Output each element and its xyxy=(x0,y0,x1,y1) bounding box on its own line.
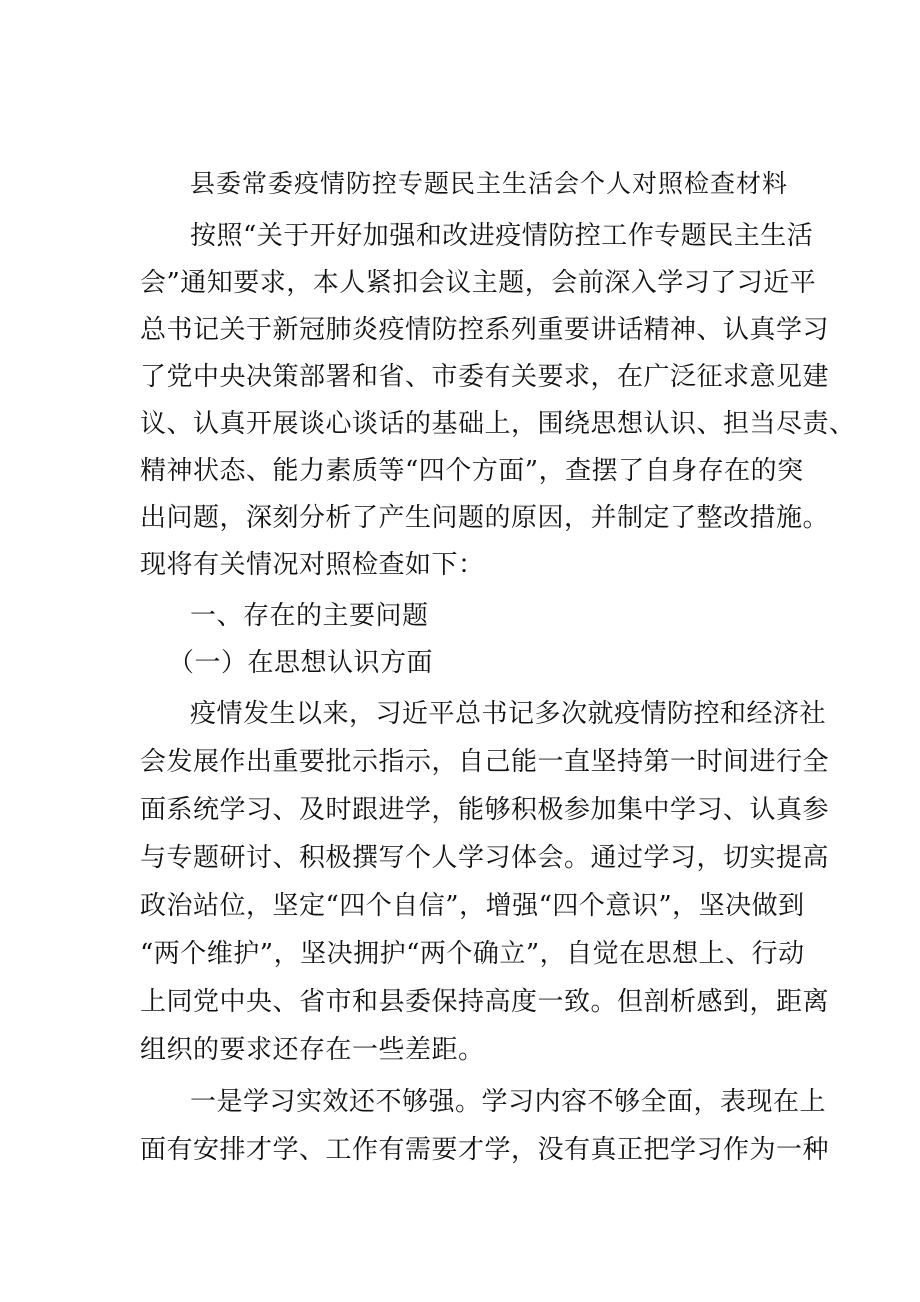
text-line-14: 与专题研讨、积极撰写个人学习体会。通过学习，切实提高 xyxy=(140,843,830,873)
text-line-7: 出问题，深刻分析了产生问题的原因，并制定了整改措施。 xyxy=(140,503,830,533)
text-line-13: 面系统学习、及时跟进学，能够积极参加集中学习、认真参 xyxy=(140,795,830,825)
text-line-3: 总书记关于新冠肺炎疫情防控系列重要讲话精神、认真学习 xyxy=(140,315,830,345)
text-line-18: 组织的要求还存在一些差距。 xyxy=(140,1035,485,1065)
text-line-6: 精神状态、能力素质等“四个方面”，查摆了自身存在的突 xyxy=(140,456,804,486)
section-heading: 一、存在的主要问题 xyxy=(190,601,429,631)
text-line-4: 了党中央决策部署和省、市委有关要求，在广泛征求意见建 xyxy=(140,362,830,392)
text-line-1: 按照“关于开好加强和改进疫情防控工作专题民主生活 xyxy=(190,221,814,251)
document-title: 县委常委疫情防控专题民主生活会个人对照检查材料 xyxy=(190,169,789,198)
text-line-15: 政治站位，坚定“四个自信”，增强“四个意识”，坚决做到 xyxy=(140,891,805,921)
text-line-8: 现将有关情况对照检查如下： xyxy=(140,550,485,580)
text-line-17: 上同党中央、省市和县委保持高度一致。但剖析感到，距离 xyxy=(140,987,830,1017)
text-line-2: 会”通知要求，本人紧扣会议主题，会前深入学习了习近平 xyxy=(140,268,817,298)
text-line-16: “两个维护”，坚决拥护“两个确立”，自觉在思想上、行动 xyxy=(140,939,805,969)
text-line-20: 面有安排才学、工作有需要才学，没有真正把学习作为一种 xyxy=(140,1135,830,1165)
text-line-11: 疫情发生以来，习近平总书记多次就疫情防控和经济社 xyxy=(190,699,827,729)
subsection-heading: （一）在思想认识方面 xyxy=(168,648,434,678)
text-line-12: 会发展作出重要批示指示，自己能一直坚持第一时间进行全 xyxy=(140,747,830,777)
text-line-5: 议、认真开展谈心谈话的基础上，围绕思想认识、担当尽责、 xyxy=(140,409,856,439)
text-line-19: 一是学习实效还不够强。学习内容不够全面，表现在上 xyxy=(190,1087,827,1117)
